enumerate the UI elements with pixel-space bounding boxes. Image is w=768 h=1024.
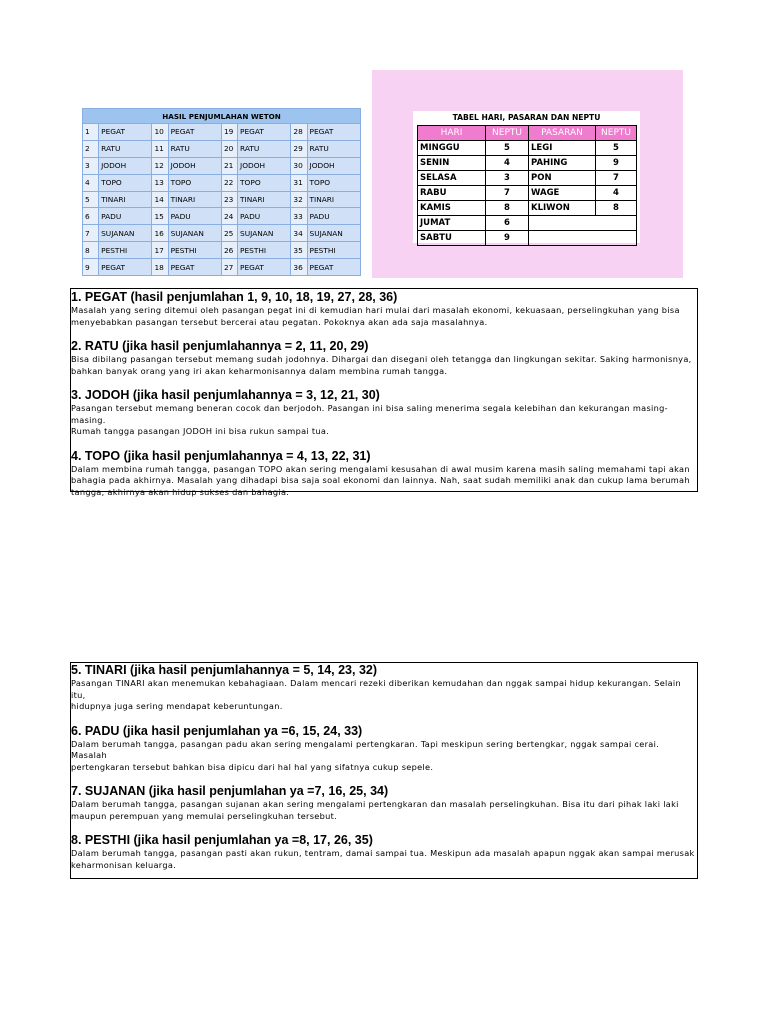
- weton-row: [83, 174, 361, 191]
- weton-number-cell: 3: [83, 157, 99, 174]
- section-heading: 1. PEGAT (hasil penjumlahan 1, 9, 10, 18, 19, 27, 28, 36): [71, 290, 398, 304]
- weton-result-cell: RATU: [99, 140, 152, 157]
- weton-result-cell: TINARI: [99, 191, 152, 208]
- neptu-pasaran-value-cell: 7: [596, 171, 637, 186]
- weton-number-cell: 20: [221, 140, 237, 157]
- section-heading: 4. TOPO (jika hasil penjumlahannya = 4, 13, 22, 31): [71, 448, 371, 463]
- neptu-day-value-cell: 4: [486, 156, 529, 171]
- neptu-pasaran-value-cell: 5: [596, 141, 637, 156]
- weton-result-cell: PESTHI: [307, 242, 360, 259]
- weton-table: [82, 108, 361, 276]
- weton-number-cell: 28: [291, 124, 307, 141]
- section-heading: 3. JODOH (jika hasil penjumlahannya = 3, 12, 21, 30): [71, 388, 380, 402]
- neptu-header-neptu-pasaran: NEPTU: [596, 126, 637, 141]
- section-text-line: Dalam berumah tangga, pasangan padu akan sering mengalami pertengkaran. Tapi meskipun sering bertengkar, nggak sampai cerai. Masalah: [71, 738, 660, 760]
- weton-number-cell: 6: [83, 208, 99, 225]
- section-text-line: hidupnya juga sering mendapat keberuntungan.: [71, 701, 283, 711]
- weton-number-cell: 21: [221, 157, 237, 174]
- section-text-line: maupun perempuan yang memulai perselingkuhan tersebut.: [71, 810, 338, 821]
- weton-result-cell: PADU: [168, 208, 221, 225]
- weton-section: [71, 388, 697, 438]
- neptu-pasaran-value-cell: 8: [596, 201, 637, 216]
- weton-section: [71, 833, 697, 871]
- weton-result-cell: TOPO: [99, 174, 152, 191]
- section-text-line: bahkan banyak orang yang iri akan keharmonisannya dalam membina rumah tangga.: [71, 365, 448, 376]
- section-text-line: Masalah yang sering ditemui oleh pasangan pegat ini di kemudian hari mulai dari masalah ekonomi, kekuasaan, perselingkuhan yang bisa: [71, 305, 680, 315]
- weton-meaning-box-top: [70, 288, 698, 497]
- section-heading: 5. TINARI (jika hasil penjumlahannya = 5, 14, 23, 32): [71, 663, 378, 677]
- weton-number-cell: 29: [291, 140, 307, 157]
- weton-number-cell: 17: [152, 242, 168, 259]
- neptu-row: [418, 156, 637, 171]
- neptu-day-value-cell: 5: [486, 141, 529, 156]
- neptu-day-cell: KAMIS: [418, 201, 486, 216]
- weton-number-cell: 26: [221, 242, 237, 259]
- weton-section: [71, 290, 697, 328]
- weton-number-cell: 13: [152, 174, 168, 191]
- weton-result-cell: PEGAT: [238, 259, 291, 276]
- weton-result-cell: PEGAT: [168, 124, 221, 141]
- weton-number-cell: 12: [152, 157, 168, 174]
- section-text-line: Bisa dibilang pasangan tersebut memang sudah jodohnya. Dihargai dan disegani oleh tetangga dan lingkungan sekitar. Saking harmonisnya,: [71, 354, 692, 364]
- weton-result-cell: PESTHI: [238, 242, 291, 259]
- neptu-day-value-cell: 6: [486, 216, 529, 231]
- weton-number-cell: 25: [221, 225, 237, 242]
- weton-row: [83, 157, 361, 174]
- weton-result-cell: SUJANAN: [238, 225, 291, 242]
- neptu-day-cell: SABTU: [418, 231, 486, 246]
- neptu-day-cell: JUMAT: [418, 216, 486, 231]
- neptu-day-cell: SELASA: [418, 171, 486, 186]
- weton-number-cell: 34: [291, 225, 307, 242]
- weton-number-cell: 10: [152, 124, 168, 141]
- neptu-day-value-cell: 9: [486, 231, 529, 246]
- section-text-line: bahagia pada akhirnya. Masalah yang dihadapi bisa saja soal ekonomi dan lainnya. Nah, saat sudah memiliki anak dan cukup lama berumah: [71, 475, 690, 485]
- weton-number-cell: 9: [83, 259, 99, 276]
- neptu-row: [418, 231, 637, 246]
- neptu-pasaran-cell: KLIWON: [529, 201, 596, 216]
- neptu-pasaran-cell: PON: [529, 171, 596, 186]
- weton-number-cell: 24: [221, 208, 237, 225]
- weton-result-cell: PEGAT: [168, 259, 221, 276]
- weton-number-cell: 2: [83, 140, 99, 157]
- weton-row: [83, 242, 361, 259]
- neptu-row: [418, 186, 637, 201]
- neptu-row: [418, 201, 637, 216]
- section-text-line: menyebabkan pasangan tersebut bercerai atau pegatan. Pokoknya akan ada saja masalahnya.: [71, 316, 488, 327]
- weton-number-cell: 27: [221, 259, 237, 276]
- neptu-row: [418, 216, 637, 231]
- weton-section: [71, 339, 697, 377]
- weton-result-cell: PESTHI: [168, 242, 221, 259]
- weton-result-cell: SUJANAN: [307, 225, 360, 242]
- weton-result-cell: TOPO: [168, 174, 221, 191]
- neptu-row: [418, 171, 637, 186]
- weton-result-cell: JODOH: [238, 157, 291, 174]
- section-text-line: Pasangan TINARI akan menemukan kebahagiaan. Dalam mencari rezeki diberikan kemudahan dan nggak sampai hidup kekurangan. Selain itu,: [71, 678, 681, 700]
- neptu-empty-cell: [529, 231, 637, 246]
- section-text-line: Dalam berumah tangga, pasangan sujanan akan sering mengalami pertengkaran dan masalah perselingkuhan. Bisa itu dari pihak laki laki: [71, 799, 679, 809]
- weton-section: [71, 784, 697, 822]
- weton-row: [83, 259, 361, 276]
- weton-result-cell: TOPO: [238, 174, 291, 191]
- weton-result-cell: TINARI: [307, 191, 360, 208]
- weton-result-cell: RATU: [168, 140, 221, 157]
- neptu-row: [418, 141, 637, 156]
- weton-number-cell: 15: [152, 208, 168, 225]
- section-text-line: tangga, akhirnya akan hidup sukses dan bahagia.: [71, 486, 290, 497]
- weton-number-cell: 14: [152, 191, 168, 208]
- weton-number-cell: 7: [83, 225, 99, 242]
- weton-number-cell: 22: [221, 174, 237, 191]
- weton-result-cell: JODOH: [99, 157, 152, 174]
- weton-number-cell: 35: [291, 242, 307, 259]
- weton-section: [71, 724, 697, 774]
- weton-number-cell: 32: [291, 191, 307, 208]
- neptu-pasaran-cell: PAHING: [529, 156, 596, 171]
- weton-row: [83, 191, 361, 208]
- weton-number-cell: 18: [152, 259, 168, 276]
- weton-number-cell: 36: [291, 259, 307, 276]
- weton-number-cell: 23: [221, 191, 237, 208]
- neptu-day-value-cell: 3: [486, 171, 529, 186]
- section-text-line: Dalam berumah tangga, pasangan pasti akan rukun, tentram, damai sampai tua. Meskipun ada masalah apapun nggak akan sampai merusak: [71, 848, 695, 858]
- weton-result-cell: PEGAT: [99, 259, 152, 276]
- neptu-header-pasaran: PASARAN: [529, 126, 596, 141]
- weton-row: [83, 208, 361, 225]
- weton-result-cell: PEGAT: [99, 124, 152, 141]
- weton-result-cell: PEGAT: [307, 259, 360, 276]
- weton-result-cell: PESTHI: [99, 242, 152, 259]
- neptu-day-cell: RABU: [418, 186, 486, 201]
- neptu-pasaran-value-cell: 4: [596, 186, 637, 201]
- neptu-day-value-cell: 8: [486, 201, 529, 216]
- neptu-table-title: TABEL HARI, PASARAN DAN NEPTU: [452, 113, 601, 122]
- neptu-day-cell: SENIN: [418, 156, 486, 171]
- weton-result-cell: RATU: [238, 140, 291, 157]
- weton-row: [83, 140, 361, 157]
- neptu-pasaran-cell: WAGE: [529, 186, 596, 201]
- neptu-pasaran-value-cell: 9: [596, 156, 637, 171]
- section-heading: 2. RATU (jika hasil penjumlahannya = 2, 11, 20, 29): [71, 339, 369, 353]
- neptu-day-value-cell: 7: [486, 186, 529, 201]
- weton-result-cell: PADU: [99, 208, 152, 225]
- weton-number-cell: 31: [291, 174, 307, 191]
- weton-result-cell: PEGAT: [307, 124, 360, 141]
- section-text-line: pertengkaran tersebut bahkan bisa dipicu dari hal hal yang sifatnya cukup sepele.: [71, 761, 434, 772]
- neptu-day-cell: MINGGU: [418, 141, 486, 156]
- weton-number-cell: 16: [152, 225, 168, 242]
- weton-row: [83, 124, 361, 141]
- neptu-header-hari: HARI: [418, 126, 486, 141]
- weton-number-cell: 30: [291, 157, 307, 174]
- weton-number-cell: 33: [291, 208, 307, 225]
- weton-section: [71, 663, 697, 713]
- section-text-line: Rumah tangga pasangan JODOH ini bisa rukun sampai tua.: [71, 426, 330, 436]
- weton-result-cell: PEGAT: [238, 124, 291, 141]
- weton-result-cell: SUJANAN: [99, 225, 152, 242]
- weton-result-cell: TINARI: [238, 191, 291, 208]
- weton-result-cell: RATU: [307, 140, 360, 157]
- section-heading: 7. SUJANAN (jika hasil penjumlahan ya =7, 16, 25, 34): [71, 784, 389, 798]
- weton-result-cell: JODOH: [168, 157, 221, 174]
- section-text-line: Pasangan tersebut memang beneran cocok dan berjodoh. Pasangan ini bisa saling menerima segala kelebihan dan kekurangan masing-masing.: [71, 403, 668, 425]
- section-text-line: Dalam membina rumah tangga, pasangan TOPO akan sering mengalami kesusahan di awal musim karena masih saling memahami tapi akan: [71, 463, 690, 474]
- weton-number-cell: 4: [83, 174, 99, 191]
- weton-result-cell: TOPO: [307, 174, 360, 191]
- weton-section: [71, 449, 697, 499]
- weton-table-image: [82, 108, 361, 276]
- weton-number-cell: 19: [221, 124, 237, 141]
- weton-number-cell: 11: [152, 140, 168, 157]
- weton-result-cell: TINARI: [168, 191, 221, 208]
- weton-result-cell: JODOH: [307, 157, 360, 174]
- neptu-header-neptu: NEPTU: [486, 126, 529, 141]
- section-heading: 8. PESTHI (jika hasil penjumlahan ya =8, 17, 26, 35): [71, 833, 373, 847]
- weton-number-cell: 5: [83, 191, 99, 208]
- weton-result-cell: SUJANAN: [168, 225, 221, 242]
- weton-meaning-box-bottom: [70, 662, 698, 879]
- neptu-table: [417, 125, 637, 246]
- weton-row: [83, 225, 361, 242]
- neptu-empty-cell: [529, 216, 637, 231]
- neptu-table-card: [413, 111, 640, 243]
- weton-result-cell: PADU: [307, 208, 360, 225]
- neptu-pasaran-cell: LEGI: [529, 141, 596, 156]
- weton-number-cell: 1: [83, 124, 99, 141]
- weton-number-cell: 8: [83, 242, 99, 259]
- weton-table-title: HASIL PENJUMLAHAN WETON: [83, 109, 361, 124]
- section-heading: 6. PADU (jika hasil penjumlahan ya =6, 15, 24, 33): [71, 723, 363, 738]
- section-text-line: keharmonisan keluarga.: [71, 859, 177, 870]
- weton-result-cell: PADU: [238, 208, 291, 225]
